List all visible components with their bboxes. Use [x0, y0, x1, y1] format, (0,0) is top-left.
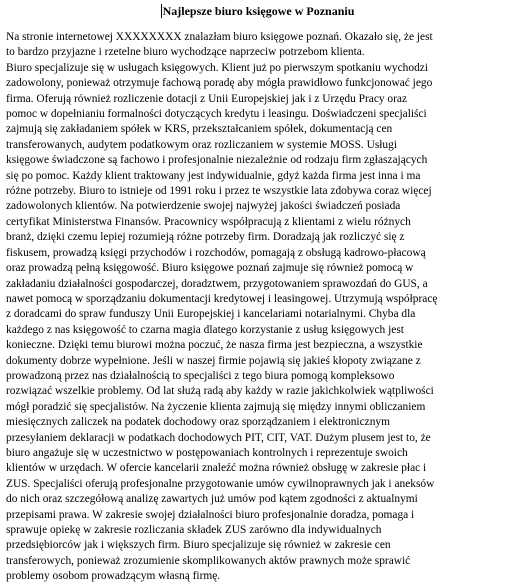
body-line: zajmują się zakładaniem spółek w KRS, przekształcaniem spółek, dokumentacją cen — [6, 123, 393, 136]
body-line: się po pomoc. Każdy klient traktowany jest indywidualnie, gdyż każda firma jest inna i ma — [6, 169, 421, 182]
body-line: księgowe świadczone są fachowo i profesjonalnie niezależnie od rodzaju firm zgłaszających — [6, 154, 428, 167]
body-line: konieczne. Dzięki temu biurowi można poczuć, że nasza firma jest bezpieczna, a wszystkie — [6, 339, 423, 352]
body-line: ZUS. Specjaliści oferują profesjonalne przygotowanie umów cywilnoprawnych jak i aneksów — [6, 477, 435, 490]
body-line: firma. Oferują również rozliczenie dotacji z Unii Europejskiej jak i z Urzędu Pracy oraz — [6, 92, 408, 105]
body-line: prowadzoną przez nas działalnością to specjaliści z tego biura pomogą kompleksowo — [6, 369, 395, 382]
body-line: to bardzo przyjazne i rzetelne biuro wychodzące naprzeciw potrzebom klienta. — [6, 46, 365, 59]
body-line: z doradcami do spraw funduszy Unii Europejskiej i kancelariami notarialnymi. Chyba dla — [6, 308, 416, 321]
body-line: mógł poradzić się specjalistów. Na życzenie klienta zajmują się między innymi obliczaniem — [6, 400, 426, 413]
body-line: każdego z nas księgowość to czarna magia dlatego korzystanie z usług księgowych jest — [6, 323, 404, 336]
article-body — [6, 30, 512, 585]
body-line: do nich oraz szczegółową analizę zawartych już umów pod kątem zgodności z aktualnymi — [6, 493, 418, 506]
body-line: przedsiębiorców jak i większych firm. Biuro specjalizuje się również w zakresie cen — [6, 539, 391, 552]
body-line: zadowolonych klientów. Na potwierdzenie swojej najwyżej jakości świadczeń posiada — [6, 200, 401, 213]
body-line: certyfikat Ministerstwa Finansów. Pracownicy współpracują z klientami z wielu różnych — [6, 215, 411, 228]
page-title: Najlepsze biuro księgowe w Poznaniu — [162, 4, 355, 18]
body-line: miesięcznych zaliczek na podatek dochodowy oraz sporządzaniem i elektronicznym — [6, 416, 390, 429]
body-line: biuro angażuje się w uczestnictwo w postępowaniach kontrolnych i reprezentuje swoich — [6, 446, 408, 459]
body-line: transferowanych, audytem podatkowym oraz rozliczaniem w systemie MOSS. Usługi — [6, 138, 397, 151]
body-line: pomoc w dopełnianiu formalności dotyczących kredytu i leasingu. Doświadczeni specjaliści — [6, 108, 427, 121]
body-line: nawet pomocą w sporządzaniu dokumentacji kredytowej i leasingowej. Utrzymują współpracę — [6, 292, 438, 305]
title-container — [0, 2, 515, 20]
body-line: przesyłaniem deklaracji w podatkach dochodowych PIT, CIT, VAT. Dużym plusem jest to, że — [6, 431, 431, 444]
body-line: transferowych, ponieważ zrozumienie skomplikowanych aktów prawnych może sprawić — [6, 554, 411, 567]
body-line: sprawuje opiekę w zakresie rozliczania składek ZUS zarówno dla indywidualnych — [6, 524, 382, 536]
body-line: zadowolony, ponieważ otrzymuje fachową poradę aby mógła prawidłowo funkcjonować jego — [6, 77, 433, 90]
body-line: dokumenty dobrze wypełnione. Jeśli w naszej firmie pojawią się jakieś kłopoty związane z — [6, 354, 421, 367]
body-line: branż, dzięki czemu lepiej rozumieją różne potrzeby firm. Doradzają jak rozliczyć się z — [6, 231, 405, 244]
body-line: Biuro specjalizuje się w usługach księgowych. Klient już po pierwszym spotkaniu wychodzi — [6, 61, 428, 74]
body-line: różne potrzeby. Biuro to istnieje od 1991 roku i przez te wszystkie lata zdobywa coraz więcej — [6, 185, 432, 198]
body-line: klientów w urzędach. W ofercie kancelarii znaleźć można również obsługę w zakresie płac i — [6, 462, 427, 475]
body-line: przepisami prawa. W zakresie swojej działalności biuro profesjonalnie doradza, pomaga i — [6, 508, 415, 521]
body-line: oraz prowadzą pełną księgowość. Biuro księgowe poznań zajmuje się również pomocą w — [6, 262, 414, 275]
body-line: zakładaniu działalności gospodarczej, doradztwem, przygotowaniem sprawozdań do GUS, a — [6, 277, 428, 290]
body-line: Na stronie internetowej XXXXXXXX znalazłam biuro księgowe poznań. Okazało się, że jest — [6, 31, 433, 43]
body-line: fiskusem, prowadzą księgi przychodów i rozchodów, pomagają z obsługą kadrowo-płacową — [6, 246, 426, 259]
body-line: problemy osobom prowadzącym własną firmę. — [6, 570, 221, 583]
body-line: rozwiązać wszelkie problemy. Od lat służą radą aby każdy w razie jakichkolwiek wątpliwości — [6, 385, 434, 398]
